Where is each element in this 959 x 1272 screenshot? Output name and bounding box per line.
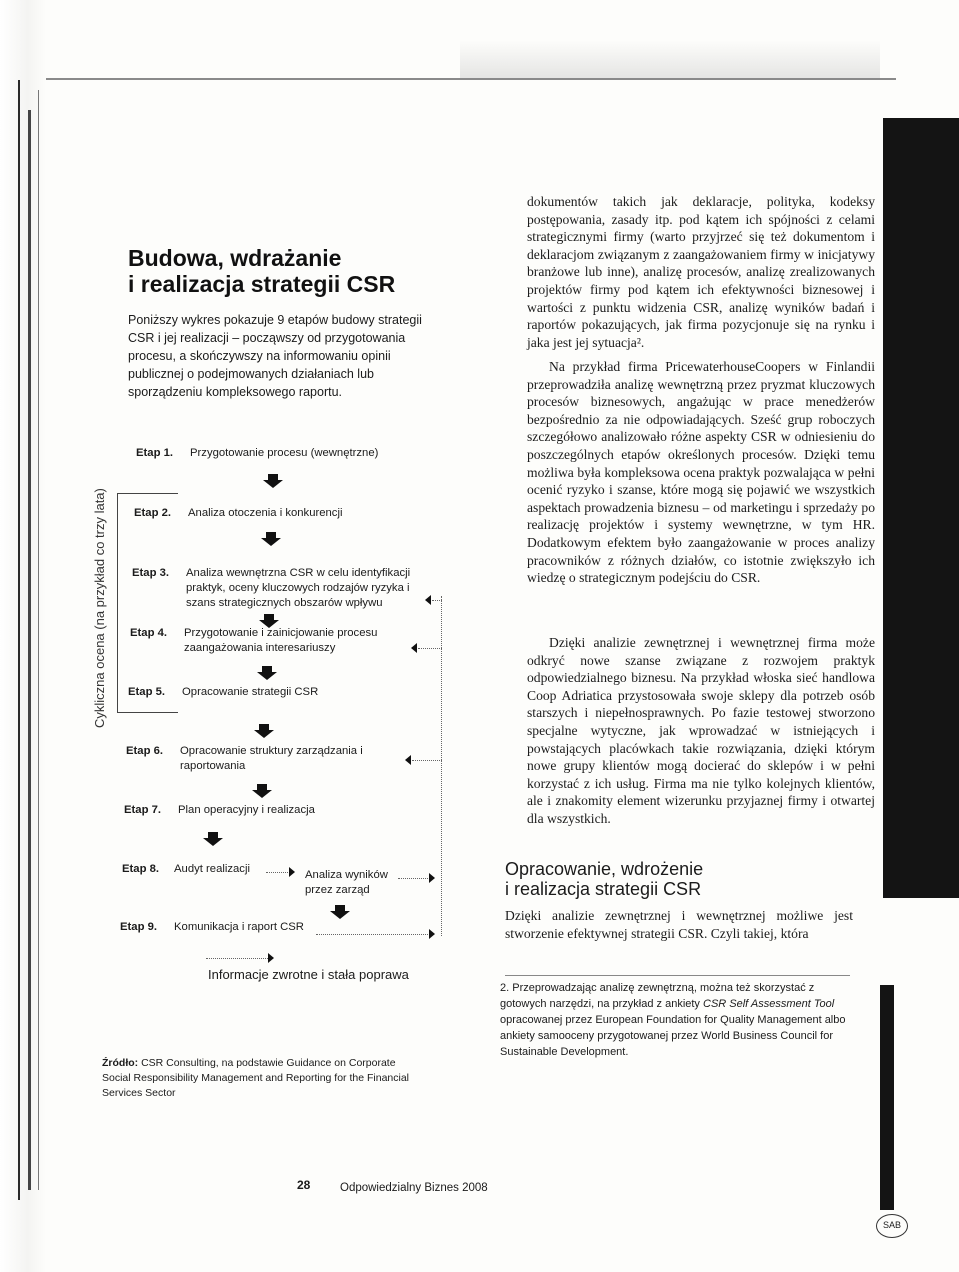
- subhead-line-2: i realizacja strategii CSR: [505, 879, 702, 899]
- binding-line: [18, 80, 20, 1200]
- down-arrow-icon: [254, 730, 274, 738]
- left-arrow-icon: [405, 755, 411, 765]
- body-paragraph-1: dokumentów takich jak deklaracje, polityka, kodeksy postępowania, zasady itp. pod kątem ich spójności z celami strategicznymi firmy (warto przyjrzeć się też dokumentom i deklaracjom związanym z zaangażowaniem firmy w inicjatywy branżowe lub inne), analizę procesów, analizę zrealizowanych projektów firmy pod kątem ich efektywności biznesowej i wartości z punktu widzenia CSR, analizę wyników badań i raportów pokazujących, jak firma pozycjonuje się na rynku i jaka jest jej sytuacja².: [527, 194, 875, 350]
- dotted-connector: [206, 958, 268, 959]
- step-label: Etap 1.: [136, 447, 174, 459]
- body-paragraph-3: Dzięki analizie zewnętrznej i wewnętrznej firma może odkryć nowe szanse związane z rozwojem praktyk odpowiedzialnego biznesu. Na przykład włoska sieć handlowa Coop Adriatica przystosowała swoje sklepy dla potrzeb osób starszych i niepełnosprawnych. Po fazie testowej stworzono specjalne wytyczne, jak wprowadzać w istniejących i powstających placówkach takie rozwiązania, dzięki którym nowe grupy klientów mogą docierać do sklepów i w pełni korzystać z ich usług. Firma ma nie tylko kolejnych klientów, ale i znakomity element wizerunku przyjaznej firmy i otwartej dla wszystkich.: [527, 635, 875, 826]
- right-arrow-icon: [289, 867, 295, 877]
- dotted-connector: [418, 648, 442, 649]
- binding-line: [38, 90, 39, 1190]
- scan-shadow: [460, 40, 880, 78]
- step-text: Opracowanie strategii CSR: [182, 686, 319, 698]
- dotted-connector: [432, 600, 442, 601]
- step-label: Etap 9.: [120, 921, 158, 933]
- source-label: Źródło:: [102, 1057, 139, 1069]
- down-arrow-icon: [330, 911, 350, 919]
- subhead-line-1: Opracowanie, wdrożenie: [505, 859, 704, 879]
- footnote-italic: CSR Self Assessment Tool: [703, 998, 835, 1010]
- binding-line: [28, 110, 31, 1190]
- dotted-connector: [412, 760, 442, 761]
- step-label: Etap 3.: [132, 567, 170, 579]
- dotted-connector: [398, 878, 428, 879]
- right-arrow-icon: [268, 953, 274, 963]
- step-text: Opracowanie struktury zarządzania i raportowania: [180, 745, 363, 772]
- subsection-heading: [505, 859, 805, 899]
- intro-paragraph: Poniższy wykres pokazuje 9 etapów budowy strategii CSR i jej realizacji – począwszy od przygotowania procesu, a skończywszy na informowaniu opinii publicznej o podejmowanych działaniach lub sporządzeniu kompleksowego raportu.: [128, 313, 422, 399]
- publication-name: Odpowiedzialny Biznes 2008: [340, 1182, 488, 1194]
- step-label: Etap 5.: [128, 686, 166, 698]
- body-paragraph-2: Na przykład firma PricewaterhouseCoopers w Finlandii przeprowadziła analizę wewnętrzną przez pryzmat kluczowych procesów biznesowych, angażując w prace menedżerów bezpośrednio za nie odpowiadających. Sześć grup roboczych szczegółowo analizowało różne aspekty CSR w odniesieniu do poszczególnych etapów określonych procesów. Dzięki temu możliwa była kompleksowa ocena praktyk pozwalająca w pełni ocenić ryzyko i szanse, które mogą się pojawić we wszystkich aspektach prowadzenia biznesu – od marketingu i sprzedaży po realizację projektów i systemy wewnętrzne, w tym HR. Dodatkowym efektem było zaangażowanie w proces analizy pracowników z różnych działów, co istotnie zwiększyło ich wiedzę o strategicznym podejściu do CSR.: [527, 359, 875, 586]
- step-text: Przygotowanie i zainicjowanie procesu zaangażowania interesariuszy: [184, 627, 378, 654]
- down-arrow-icon: [203, 838, 223, 846]
- step-text: Komunikacja i raport CSR: [174, 921, 304, 933]
- dotted-connector: [316, 934, 428, 935]
- cycle-bracket: [117, 493, 178, 713]
- scan-binding-edge: [0, 0, 46, 1272]
- down-arrow-icon: [252, 790, 272, 798]
- left-arrow-icon: [411, 643, 417, 653]
- dotted-connector: [266, 872, 288, 873]
- cycle-label: Cykliczna ocena (na przykład co trzy lata): [92, 488, 107, 728]
- step-text: Plan operacyjny i realizacja: [178, 804, 315, 816]
- feedback-loop-line: [441, 596, 442, 936]
- down-arrow-icon: [263, 480, 283, 488]
- step-label: Etap 6.: [126, 745, 164, 757]
- step-text: Analiza wewnętrzna CSR w celu identyfikacji praktyk, oceny kluczowych rodzajów ryzyka i szans strategicznych obszarów wpływu: [186, 567, 411, 609]
- body-paragraph-4: Dzięki analizie zewnętrznej i wewnętrznej możliwe jest stworzenie efektywnej strategii CSR. Czyli takiej, która: [505, 908, 853, 941]
- section-heading: [128, 245, 458, 297]
- step-label: Etap 2.: [134, 507, 172, 519]
- step-text: Analiza otoczenia i konkurencji: [188, 507, 343, 519]
- heading-line-2: i realizacja strategii CSR: [128, 271, 396, 297]
- library-stamp: SAB: [876, 1214, 908, 1238]
- right-arrow-icon: [429, 929, 435, 939]
- left-arrow-icon: [425, 595, 431, 605]
- review-box-text: Analiza wyników przez zarząd: [305, 869, 388, 896]
- page-top-rule: [46, 78, 896, 80]
- feedback-label: Informacje zwrotne i stała poprawa: [208, 967, 409, 982]
- heading-line-1: Budowa, wdrażanie: [128, 245, 342, 271]
- footnote-text-end: opracowanej przez European Foundation for Quality Management albo ankiety samooceny przygotowanej przez World Business Council for Sustainable Development.: [500, 1014, 846, 1058]
- source-text: CSR Consulting, na podstawie Guidance on Corporate Social Responsibility Management and Reporting for the Financial Services Sector: [102, 1057, 410, 1099]
- page-number: 28: [297, 1178, 311, 1192]
- step-text: Przygotowanie procesu (wewnętrzne): [190, 447, 379, 459]
- scan-dark-edge: [883, 118, 959, 898]
- down-arrow-icon: [261, 538, 281, 546]
- footnote-text: 2. Przeprowadzając analizę zewnętrzną, można też skorzystać z gotowych narzędzi, na przykład z ankiety: [500, 982, 815, 1010]
- footnote: [500, 980, 850, 1060]
- step-label: Etap 8.: [122, 863, 160, 875]
- right-arrow-icon: [429, 873, 435, 883]
- footnote-rule: [505, 975, 850, 976]
- source-note: [102, 1056, 422, 1101]
- down-arrow-icon: [257, 672, 277, 680]
- step-text: Audyt realizacji: [174, 863, 250, 875]
- scan-dark-edge: [880, 985, 894, 1210]
- step-label: Etap 7.: [124, 804, 162, 816]
- step-label: Etap 4.: [130, 627, 168, 639]
